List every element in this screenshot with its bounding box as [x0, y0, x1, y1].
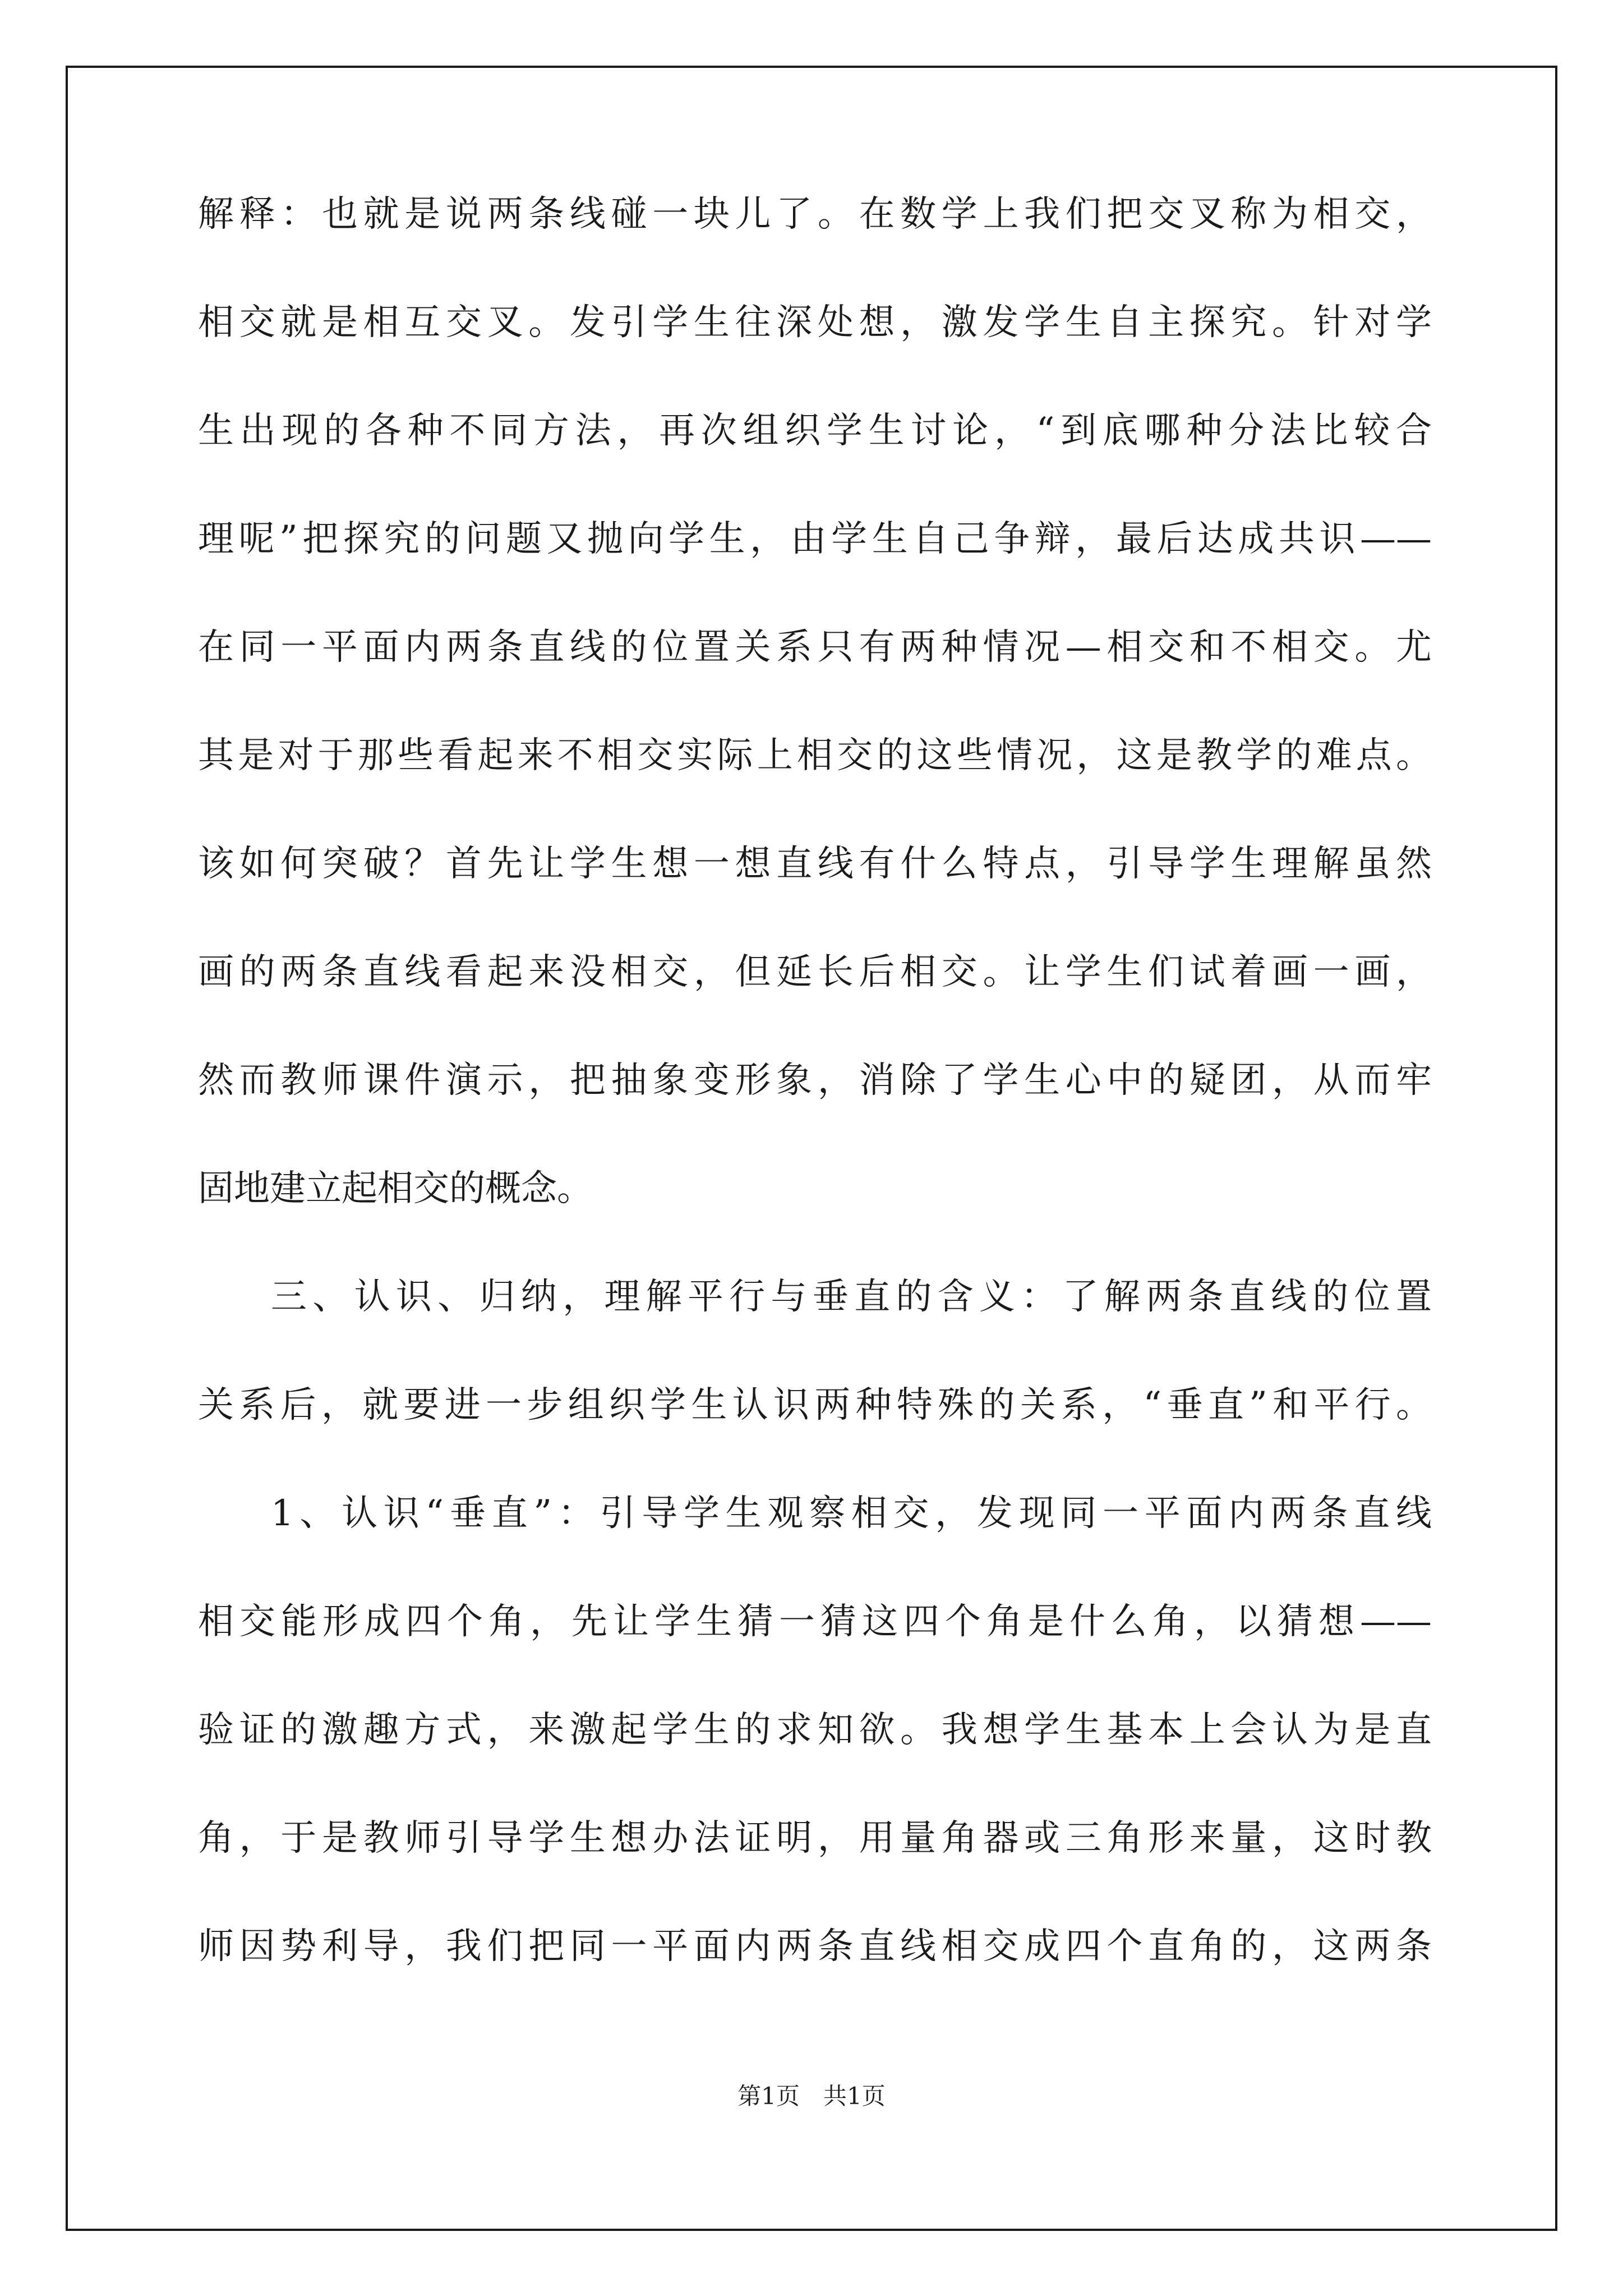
- text-line: 师因势利导，我们把同一平面内两条直线相交成四个直角的，这两条: [198, 1926, 1432, 1967]
- paragraph-first-line: 1、认识“垂直”：引导学生观察相交，发现同一平面内两条直线: [271, 1493, 1432, 1534]
- document-body: [198, 187, 1432, 2028]
- text-line: 关系后，就要进一步组织学生认识两种特殊的关系，“垂直”和平行。: [198, 1384, 1432, 1426]
- text-line: 在同一平面内两条直线的位置关系只有两种情况—相交和不相交。尤: [198, 627, 1432, 668]
- text-line: 验证的激趣方式，来激起学生的求知欲。我想学生基本上会认为是直: [198, 1709, 1432, 1751]
- text-line: 解释：也就是说两条线碰一块儿了。在数学上我们把交叉称为相交，: [198, 194, 1432, 235]
- text-line: 该如何突破？首先让学生想一想直线有什么特点，引导学生理解虽然: [198, 843, 1432, 885]
- page-footer: 第1页 共1页: [737, 2082, 886, 2110]
- text-line: 相交就是相互交叉。发引学生往深处想，激发学生自主探究。针对学: [198, 302, 1432, 343]
- text-line: 角，于是教师引导学生想办法证明，用量角器或三角形来量，这时教: [198, 1818, 1432, 1859]
- paragraph-first-line: 三、认识、归纳，理解平行与垂直的含义：了解两条直线的位置: [271, 1276, 1432, 1318]
- text-line: 理呢”把探究的问题又抛向学生，由学生自己争辩，最后达成共识——: [198, 518, 1432, 560]
- text-line: 其是对于那些看起来不相交实际上相交的这些情况，这是教学的难点。: [198, 735, 1432, 776]
- text-line: 画的两条直线看起来没相交，但延长后相交。让学生们试着画一画，: [198, 951, 1432, 993]
- text-line: 相交能形成四个角，先让学生猜一猜这四个角是什么角，以猜想——: [198, 1601, 1432, 1642]
- text-line: 然而教师课件演示，把抽象变形象，消除了学生心中的疑团，从而牢: [198, 1060, 1432, 1101]
- text-line: 固地建立起相交的概念。: [198, 1168, 593, 1209]
- text-line: 生出现的各种不同方法，再次组织学生讨论，“到底哪种分法比较合: [198, 410, 1432, 452]
